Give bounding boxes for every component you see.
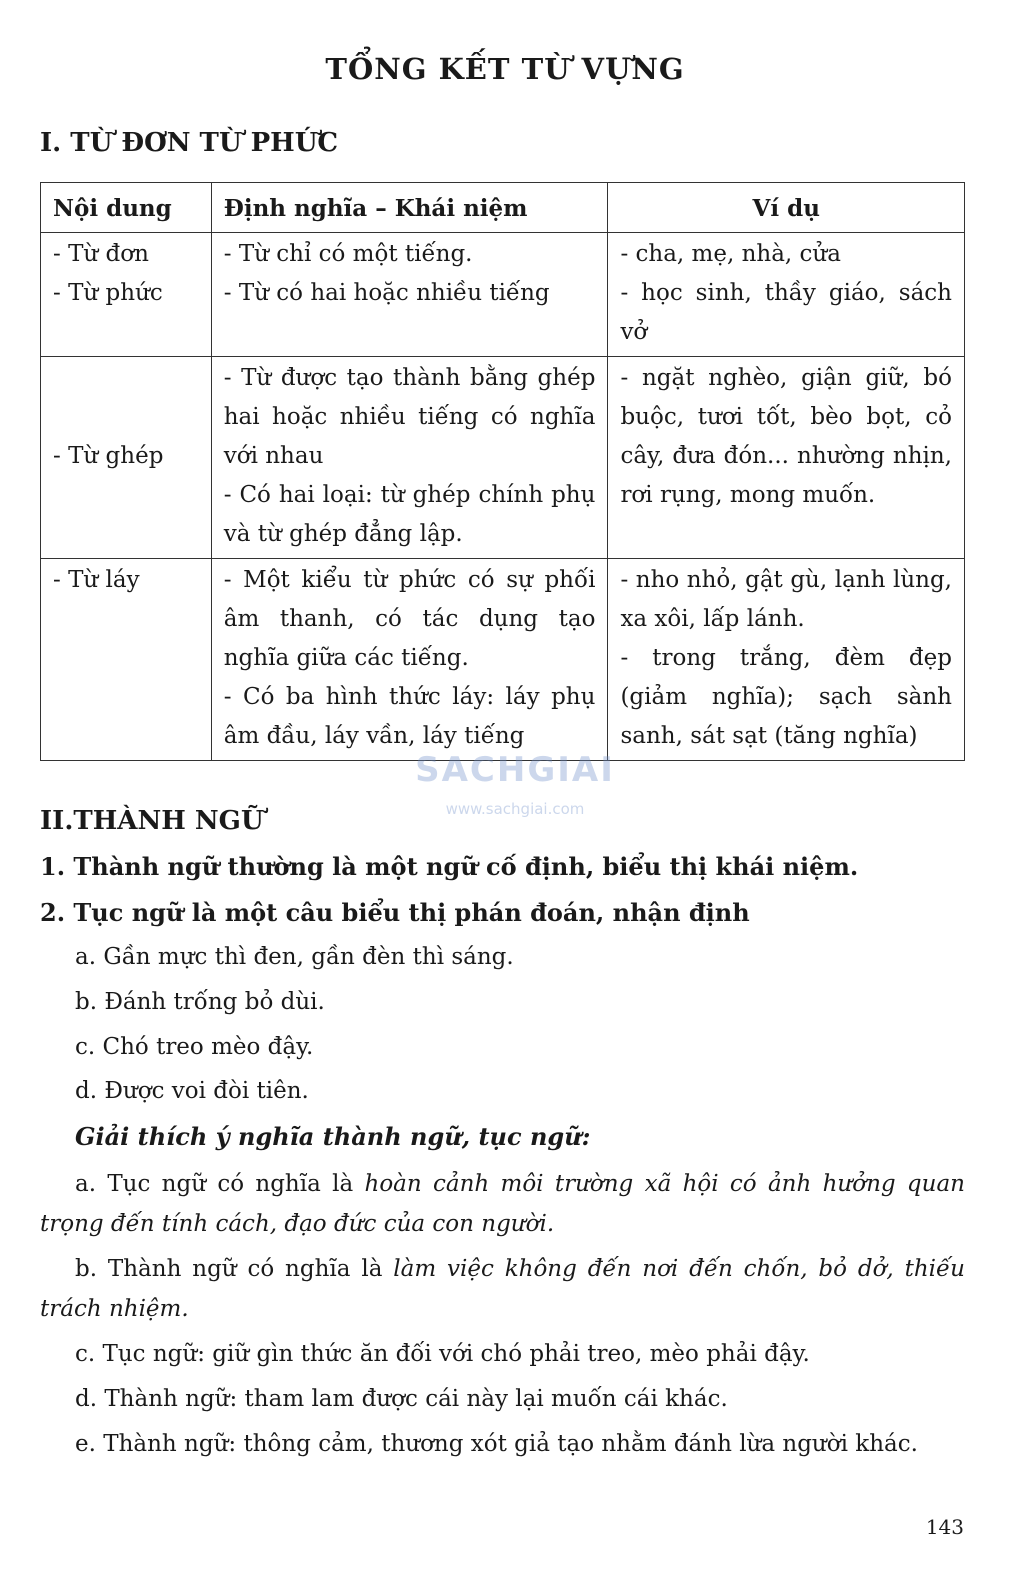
- explanation-a: [40, 1164, 965, 1244]
- cell-line: - Từ phức: [53, 280, 163, 306]
- explanation-b-meaning: làm việc không đến nơi đến chốn, bỏ dở, thiếu trách nhiệm.: [40, 1256, 965, 1322]
- watermark: [410, 738, 620, 838]
- explanation-e: e. Thành ngữ: thông cảm, thương xót giả tạo nhằm đánh lừa người khác.: [75, 1431, 918, 1457]
- cell-line: - Có ba hình thức láy: láy phụ âm đầu, láy vần, láy tiếng: [223, 684, 596, 749]
- cell-line: - Từ được tạo thành bằng ghép hai hoặc nhiều tiếng có nghĩa với nhau: [223, 365, 596, 469]
- cell-line: - học sinh, thầy giáo, sách vở: [620, 280, 952, 345]
- cell-line: - nho nhỏ, gật gù, lạnh lùng, xa xôi, lấp lánh.: [620, 567, 952, 632]
- cell-line: - cha, mẹ, nhà, cửa: [620, 241, 841, 267]
- explanation-a-meaning: hoàn cảnh môi trường xã hội có ảnh hưởng quan trọng đến tính cách, đạo đức của con người.: [40, 1171, 965, 1237]
- point-tuc-ngu: 2. Tục ngữ là một câu biểu thị phán đoán, nhận định: [40, 898, 750, 927]
- cell-line: - trong trắng, đèm đẹp (giảm nghĩa); sạch sành sanh, sát sạt (tăng nghĩa): [620, 645, 952, 749]
- table-row: [41, 559, 965, 761]
- cell-line: - Từ đơn: [53, 241, 149, 267]
- watermark-url: www.sachgiai.com: [445, 800, 585, 818]
- cell-line: - Từ có hai hoặc nhiều tiếng: [223, 280, 550, 306]
- table-cell-definition: [211, 559, 608, 761]
- cell-line: - Có hai loại: từ ghép chính phụ và từ ghép đẳng lập.: [223, 482, 596, 547]
- list-item: c. Chó treo mèo đậy.: [75, 1034, 314, 1060]
- table-cell-type: - Từ láy: [41, 559, 212, 761]
- cell-line: - Một kiểu từ phức có sự phối âm thanh, có tác dụng tạo nghĩa giữa các tiếng.: [223, 567, 596, 671]
- column-header-noi-dung: Nội dung: [41, 183, 212, 233]
- table-cell-type: - Từ ghép: [41, 357, 212, 559]
- table-cell-definition: [211, 357, 608, 559]
- table-row: [41, 357, 965, 559]
- point-thanh-ngu: 1. Thành ngữ thường là một ngữ cố định, biểu thị khái niệm.: [40, 852, 859, 881]
- list-item: a. Gần mực thì đen, gần đèn thì sáng.: [75, 944, 514, 970]
- table-cell-definition: [211, 233, 608, 357]
- page-title: TỔNG KẾT TỪ VỰNG: [325, 52, 685, 86]
- table-row: [41, 233, 965, 357]
- cell-line: - Từ chỉ có một tiếng.: [223, 241, 473, 267]
- table-cell-example: [608, 233, 965, 357]
- table-cell-example: - ngặt nghèo, giận giữ, bó buộc, tươi tốt, bèo bọt, cỏ cây, đưa đón... nhường nhịn, rơi rụng, mong muốn.: [608, 357, 965, 559]
- list-item: b. Đánh trống bỏ dùi.: [75, 989, 325, 1015]
- list-item: d. Được voi đòi tiên.: [75, 1078, 309, 1104]
- column-header-vi-du: Ví dụ: [608, 183, 965, 233]
- watermark-logo: SACHGIAI: [415, 750, 615, 790]
- explanation-a-label: a. Tục ngữ có nghĩa là: [75, 1171, 365, 1197]
- explanation-d: d. Thành ngữ: tham lam được cái này lại muốn cái khác.: [75, 1386, 728, 1412]
- explanation-heading: Giải thích ý nghĩa thành ngữ, tục ngữ:: [75, 1122, 591, 1151]
- vocabulary-table: [40, 182, 965, 761]
- explanation-b: [40, 1249, 965, 1329]
- column-header-dinh-nghia: Định nghĩa – Khái niệm: [211, 183, 608, 233]
- explanation-b-label: b. Thành ngữ có nghĩa là: [75, 1256, 394, 1282]
- page-number: 143: [925, 1515, 964, 1539]
- section-heading-thanh-ngu: II.THÀNH NGỮ: [40, 806, 264, 836]
- table-header-row: [41, 183, 965, 233]
- explanation-c: c. Tục ngữ: giữ gìn thức ăn đối với chó phải treo, mèo phải đậy.: [75, 1341, 810, 1367]
- table-cell-type: [41, 233, 212, 357]
- section-heading-tu-don-tu-phuc: I. TỪ ĐƠN TỪ PHỨC: [40, 128, 339, 158]
- table-cell-example: [608, 559, 965, 761]
